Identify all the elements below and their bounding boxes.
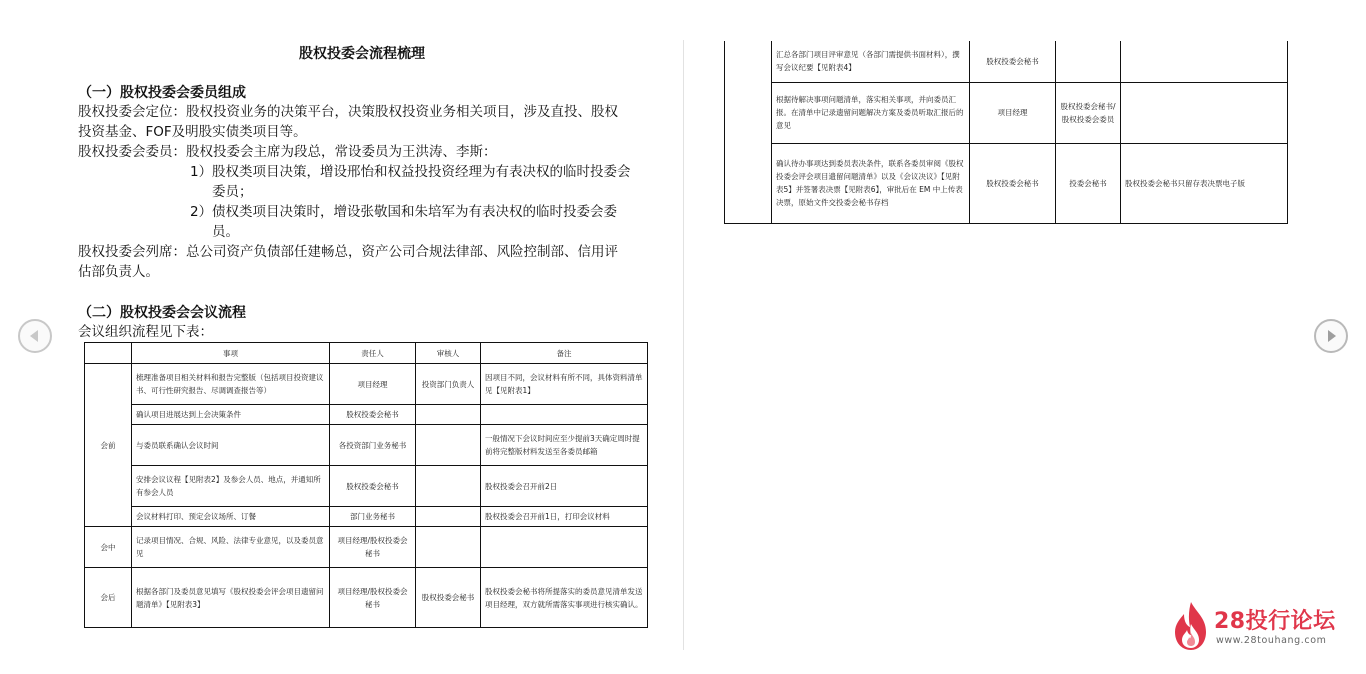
item-cell: 安排会议议程【见附表2】及参会人员、地点，并通知所有参会人员 bbox=[132, 466, 330, 507]
item-cell: 根据待解决事项问题清单，落实相关事项，并向委员汇报。在清单中记录遗留问题解决方案及委员听取汇报后的意见 bbox=[772, 82, 970, 143]
header-cell: 事项 bbox=[132, 343, 330, 364]
owner-cell: 项目经理 bbox=[970, 82, 1056, 143]
item1-number: 1） bbox=[190, 164, 213, 180]
table-row bbox=[725, 41, 1288, 82]
table-row bbox=[85, 466, 648, 507]
item-cell: 确认项目进展达到上会决策条件 bbox=[132, 405, 330, 425]
positioning-line1: 股权投委会定位：股权投资业务的决策平台，决策股权投资业务相关项目，涉及直投、股权 bbox=[78, 104, 618, 120]
page-divider bbox=[683, 40, 684, 650]
positioning-line2: 投资基金、FOF及明股实债类项目等。 bbox=[78, 124, 307, 140]
meeting-process-table-continued bbox=[724, 41, 1288, 224]
attend-line2: 估部负责人。 bbox=[78, 264, 159, 280]
reviewer-cell: 投委会秘书 bbox=[1056, 143, 1121, 223]
chevron-right-icon bbox=[1316, 321, 1346, 351]
meeting-process-table bbox=[84, 342, 648, 628]
owner-cell: 股权投委会秘书 bbox=[330, 405, 416, 425]
document-title: 股权投委会流程梳理 bbox=[299, 46, 425, 62]
note-cell bbox=[1121, 41, 1288, 82]
owner-cell: 项目经理/股权投委会秘书 bbox=[330, 527, 416, 568]
item-cell: 汇总各部门项目评审意见（各部门需提供书面材料），撰写会议纪要【见附表4】 bbox=[772, 41, 970, 82]
reviewer-cell bbox=[1056, 41, 1121, 82]
logo-brand-text: 28投行论坛 bbox=[1214, 609, 1336, 634]
next-page-button[interactable] bbox=[1314, 319, 1348, 353]
table-row bbox=[85, 507, 648, 527]
section1-heading: （一）股权投委会委员组成 bbox=[78, 85, 246, 101]
table-row bbox=[85, 405, 648, 425]
left-page bbox=[60, 0, 664, 674]
note-cell bbox=[481, 405, 648, 425]
owner-cell: 项目经理/股权投委会秘书 bbox=[330, 568, 416, 628]
note-cell bbox=[481, 527, 648, 568]
owner-cell: 股权投委会秘书 bbox=[330, 466, 416, 507]
table-row bbox=[85, 568, 648, 628]
reviewer-cell bbox=[416, 527, 481, 568]
reviewer-cell: 股权投委会秘书 bbox=[416, 568, 481, 628]
note-cell: 股权投委会秘书只留存表决票电子版 bbox=[1121, 143, 1288, 223]
item2-line2: 员。 bbox=[212, 224, 239, 240]
table-row bbox=[85, 425, 648, 466]
table-row bbox=[725, 82, 1288, 143]
header-cell: 审核人 bbox=[416, 343, 481, 364]
reviewer-cell bbox=[416, 507, 481, 527]
reviewer-cell: 投资部门负责人 bbox=[416, 364, 481, 405]
group-during: 会中 bbox=[85, 527, 132, 568]
note-cell: 股权投委会召开前2日 bbox=[481, 466, 648, 507]
item-cell: 梳理准备项目相关材料和报告完整版（包括项目投资建议书、可行性研究报告、尽调调查报告等） bbox=[132, 364, 330, 405]
previous-page-button[interactable] bbox=[18, 319, 52, 353]
group-after: 会后 bbox=[85, 568, 132, 628]
note-cell: 股权投委会召开前1日，打印会议材料 bbox=[481, 507, 648, 527]
attend-line1: 股权投委会列席：总公司资产负债部任建畅总，资产公司合规法律部、风险控制部、信用评 bbox=[78, 244, 618, 260]
item2-number: 2） bbox=[190, 204, 213, 220]
item-cell: 记录项目情况、合规、风险、法律专业意见，以及委员意见 bbox=[132, 527, 330, 568]
item2-line1: 债权类项目决策时，增设张敬国和朱培军为有表决权的临时投委会委 bbox=[212, 204, 617, 220]
header-cell: 责任人 bbox=[330, 343, 416, 364]
header-cell bbox=[85, 343, 132, 364]
flame-icon bbox=[1170, 600, 1212, 652]
right-page bbox=[700, 0, 1310, 674]
item-cell: 根据各部门及委员意见填写《股权投委会评会项目遗留问题清单》【见附表3】 bbox=[132, 568, 330, 628]
reviewer-cell bbox=[416, 425, 481, 466]
section2-heading: （二）股权投委会会议流程 bbox=[78, 305, 246, 321]
table-row bbox=[85, 527, 648, 568]
owner-cell: 项目经理 bbox=[330, 364, 416, 405]
note-cell: 一般情况下会议时间应至少提前3天确定周时提前将完整版材料发送至各委员邮箱 bbox=[481, 425, 648, 466]
reviewer-cell bbox=[416, 405, 481, 425]
note-cell bbox=[1121, 82, 1288, 143]
note-cell: 因项目不同，会议材料有所不同，具体资料清单见【见附表1】 bbox=[481, 364, 648, 405]
owner-cell: 股权投委会秘书 bbox=[970, 41, 1056, 82]
section2-intro: 会议组织流程见下表： bbox=[78, 324, 213, 340]
members-line: 股权投委会委员：股权投委会主席为段总，常设委员为王洪涛、李斯： bbox=[78, 144, 497, 160]
table-header-row bbox=[85, 343, 648, 364]
owner-cell: 各投资部门业务秘书 bbox=[330, 425, 416, 466]
item1-line2: 委员； bbox=[212, 184, 253, 200]
item-cell: 与委员联系确认会议时间 bbox=[132, 425, 330, 466]
owner-cell: 部门业务秘书 bbox=[330, 507, 416, 527]
logo-url-text: www.28touhang.com bbox=[1216, 635, 1327, 646]
reviewer-cell: 股权投委会秘书/股权投委会委员 bbox=[1056, 82, 1121, 143]
note-cell: 股权投委会秘书将所提落实的委员意见清单发送项目经理，双方就所需落实事项进行核实确认。 bbox=[481, 568, 648, 628]
item-cell: 会议材料打印、预定会议场所、订餐 bbox=[132, 507, 330, 527]
chevron-left-icon bbox=[20, 321, 50, 351]
item1-line1: 股权类项目决策，增设邢怡和权益投投资经理为有表决权的临时投委会 bbox=[212, 164, 631, 180]
item-cell: 确认待办事项达到委员表决条件，联系各委员审阅《股权投委会评会项目遗留问题清单》以及《会议决议》【见附表5】并签署表决票【见附表6】，审批后在 EM 中上传表决票，原始文件交投委会秘书存档 bbox=[772, 143, 970, 223]
group-after-continued bbox=[725, 41, 772, 223]
group-before: 会前 bbox=[85, 364, 132, 527]
reviewer-cell bbox=[416, 466, 481, 507]
table-row bbox=[725, 143, 1288, 223]
header-cell: 备注 bbox=[481, 343, 648, 364]
owner-cell: 股权投委会秘书 bbox=[970, 143, 1056, 223]
site-logo[interactable] bbox=[1170, 598, 1346, 654]
table-row bbox=[85, 364, 648, 405]
